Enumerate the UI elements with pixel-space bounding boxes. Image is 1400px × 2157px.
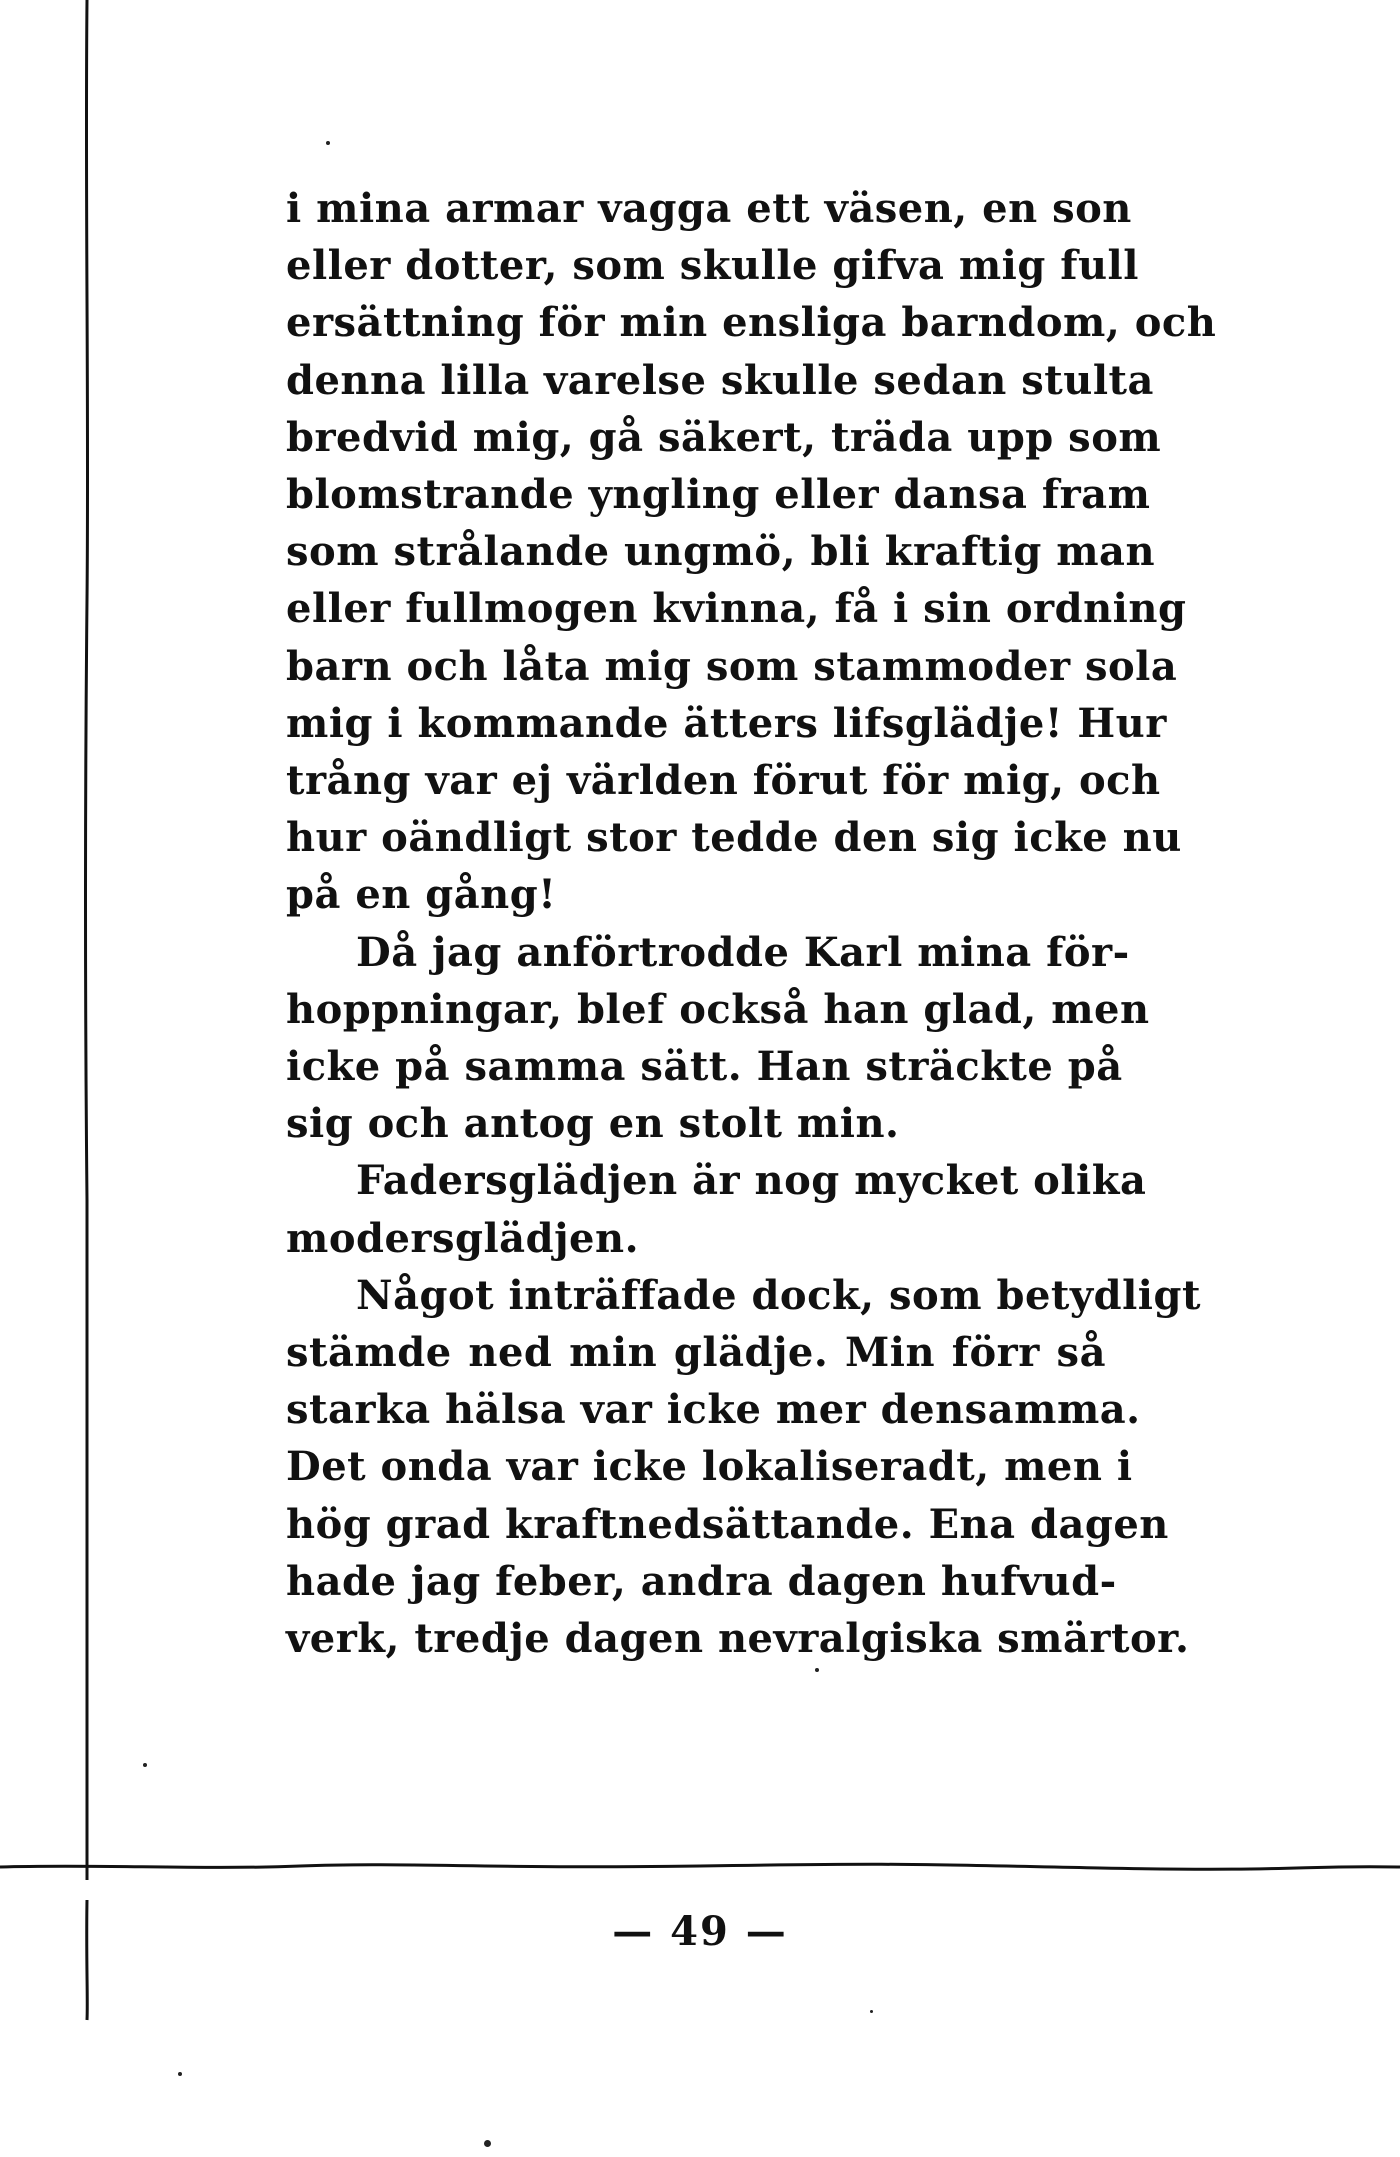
text-line: hög grad kraftnedsättande. Ena dagen [286, 1500, 1169, 1548]
text-line: på en gång! [286, 871, 557, 919]
text-line: hade jag feber, andra dagen hufvud- [286, 1557, 1117, 1605]
text-line: eller dotter, som skulle gifva mig full [286, 242, 1139, 290]
text-line: verk, tredje dagen nevralgiska smärtor. [286, 1615, 1190, 1663]
scan-speck [178, 2072, 182, 2076]
text-line: som strålande ungmö, bli kraftig man [286, 528, 1156, 576]
text-line: trång var ej världen förut för mig, och [286, 757, 1161, 805]
scan-speck [326, 141, 330, 145]
scan-speck [143, 1763, 147, 1767]
text-line: modersglädjen. [286, 1214, 639, 1262]
text-line: blomstrande yngling eller dansa fram [286, 471, 1151, 519]
text-line: sig och antog en stolt min. [286, 1100, 900, 1148]
text-line: barn och låta mig som stammoder sola [286, 642, 1178, 690]
text-line: starka hälsa var icke mer densamma. [286, 1386, 1141, 1434]
paragraph-1 [286, 180, 1217, 924]
text-line: hoppningar, blef också han glad, men [286, 985, 1150, 1033]
paragraph-3 [286, 1152, 1147, 1266]
paragraph-2 [286, 924, 1150, 1153]
text-line: Det onda var icke lokaliseradt, men i [286, 1443, 1133, 1491]
text-line: denna lilla varelse skulle sedan stulta [286, 356, 1154, 404]
text-line: eller fullmogen kvinna, få i sin ordning [286, 585, 1187, 633]
text-line: ersättning för min ensliga barndom, och [286, 299, 1217, 347]
text-line: Fadersglädjen är nog mycket olika [356, 1157, 1147, 1205]
text-line: mig i kommande ätters lifsglädje! Hur [286, 699, 1167, 747]
paragraph-4 [286, 1267, 1201, 1667]
text-line: icke på samma sätt. Han sträckte på [286, 1043, 1123, 1091]
text-line: bredvid mig, gå säkert, träda upp som [286, 413, 1162, 461]
scan-speck [484, 2140, 491, 2147]
text-line: hur oändligt stor tedde den sig icke nu [286, 814, 1182, 862]
page-rule [0, 1860, 1400, 1874]
scan-speck [870, 2010, 873, 2013]
text-line: i mina armar vagga ett väsen, en son [286, 185, 1132, 232]
binding-edge-line [84, 0, 90, 2157]
text-line: Något inträffade dock, som betydligt [356, 1271, 1201, 1319]
page-number: — 49 — [612, 1908, 788, 1955]
body-text [286, 180, 1217, 1667]
text-line: stämde ned min glädje. Min förr så [286, 1329, 1106, 1377]
text-line: Då jag anförtrodde Karl mina för- [356, 928, 1130, 976]
scan-speck [815, 1668, 819, 1672]
